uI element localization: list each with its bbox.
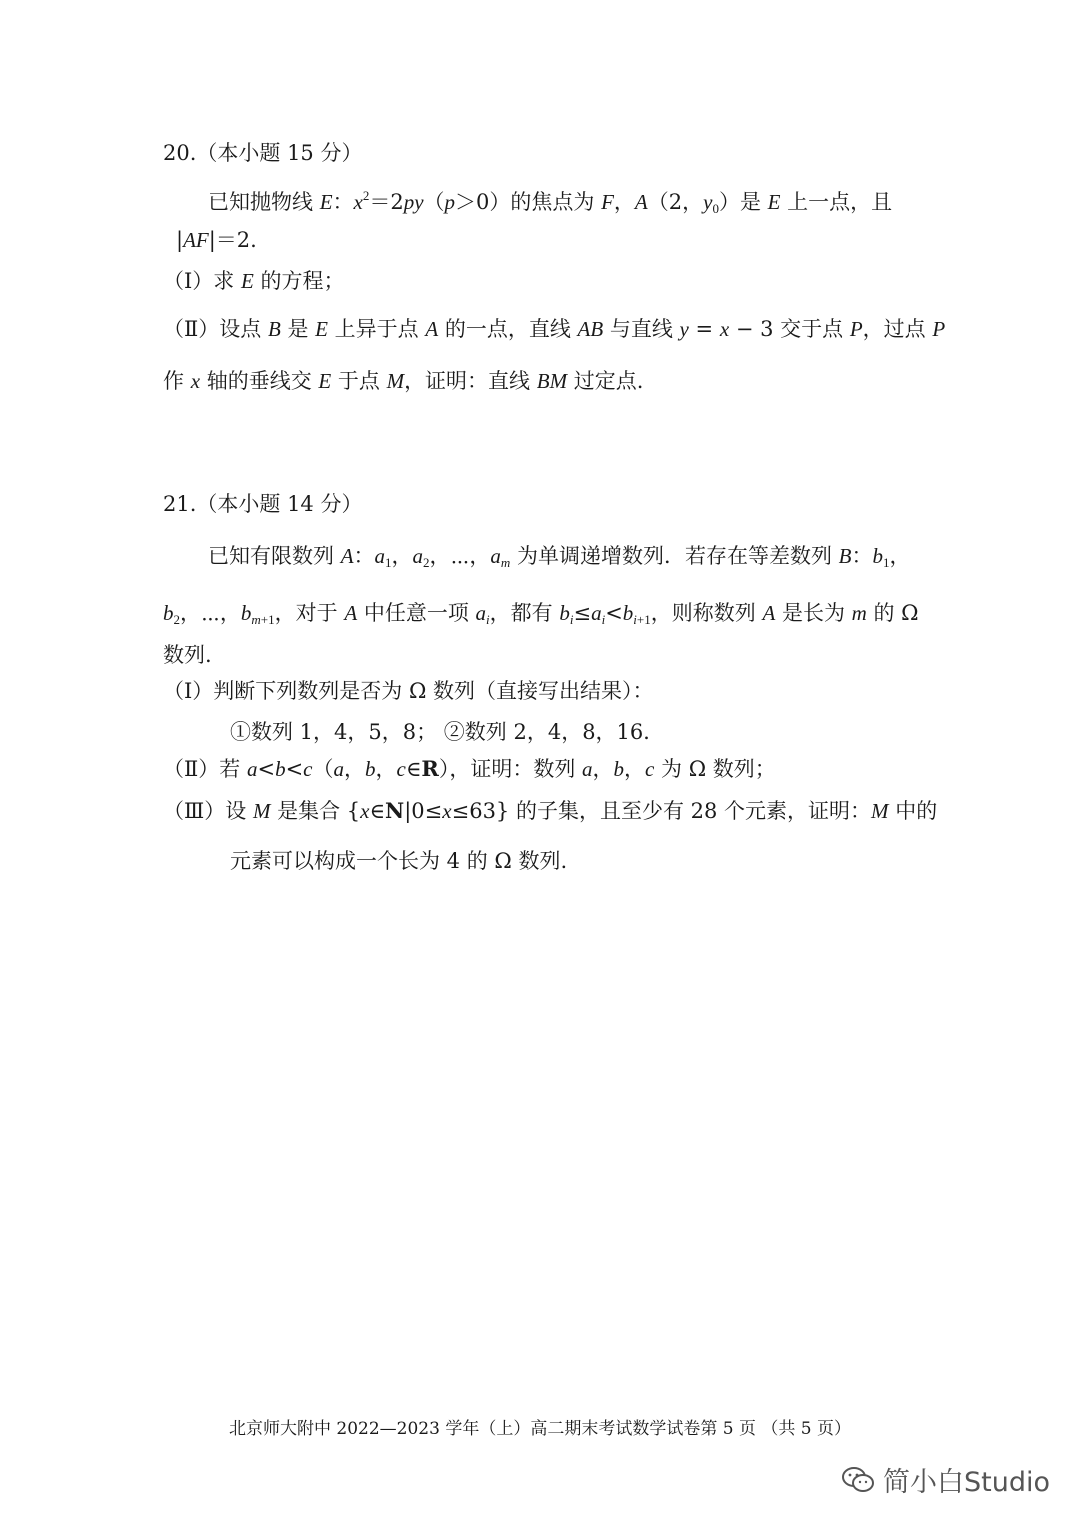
q21-part-1-items: ①数列 1，4，5，8； ②数列 2，4，8，16． [230, 720, 665, 744]
q20-part-2-line-1: （Ⅱ）设点 B 是 E 上异于点 A 的一点，直线 AB 与直线 y = x − 3 交于点 P，过点 P [163, 317, 946, 341]
q21-stem-line-1: 已知有限数列 A：$a_1$，$a_2$，⋯，$a_m$ 为单调递增数列．若存在等差数列 B：$b_1$， [208, 544, 911, 570]
q20-stem-line-2: |AF|＝2. [176, 228, 257, 252]
q20-part-1: （Ⅰ）求 E 的方程； [163, 269, 345, 293]
q20-part-2-line-2: 作 x 轴的垂线交 E 于点 M，证明：直线 BM 过定点. [163, 369, 644, 393]
watermark [841, 1460, 1050, 1502]
q21-stem-line-2: $b_2$，⋯，$b_{m+1}$，对于 A 中任意一项 $a_i$，都有 $b_i\le a_i<b_{i+1}$，则称数列 A 是长为 m 的 Ω [163, 601, 919, 627]
q21-part-1: （Ⅰ）判断下列数列是否为 Ω 数列（直接写出结果）： [163, 679, 654, 703]
q20-stem-line-1: 已知抛物线 E：$x^2=2py(p>0)$的焦点为 F，A（2，$y_0$）是 E 上一点，且 [208, 188, 893, 216]
q21-heading: 21.（本小题 14 分） [163, 492, 363, 516]
q21-part-3-line-2: 元素可以构成一个长为 4 的 Ω 数列. [230, 849, 568, 873]
q21-part-3-line-1: （Ⅲ）设 M 是集合 {x∈N|0≤x≤63} 的子集，且至少有 28 个元素，证明：M 中的 [163, 798, 938, 823]
wechat-icon [841, 1465, 875, 1502]
q21-part-2: （Ⅱ）若 a<b<c（a，b，c∈R），证明：数列 a，b，c 为 Ω 数列； [163, 756, 776, 781]
page-footer: 北京师大附中 2022—2023 学年（上）高二期末考试数学试卷第 5 页 （共 5 页） [229, 1419, 851, 1439]
watermark-text: 简小白Studio [883, 1467, 1050, 1498]
q21-stem-line-3: 数列. [163, 643, 212, 667]
q20-heading: 20.（本小题 15 分） [163, 141, 363, 165]
